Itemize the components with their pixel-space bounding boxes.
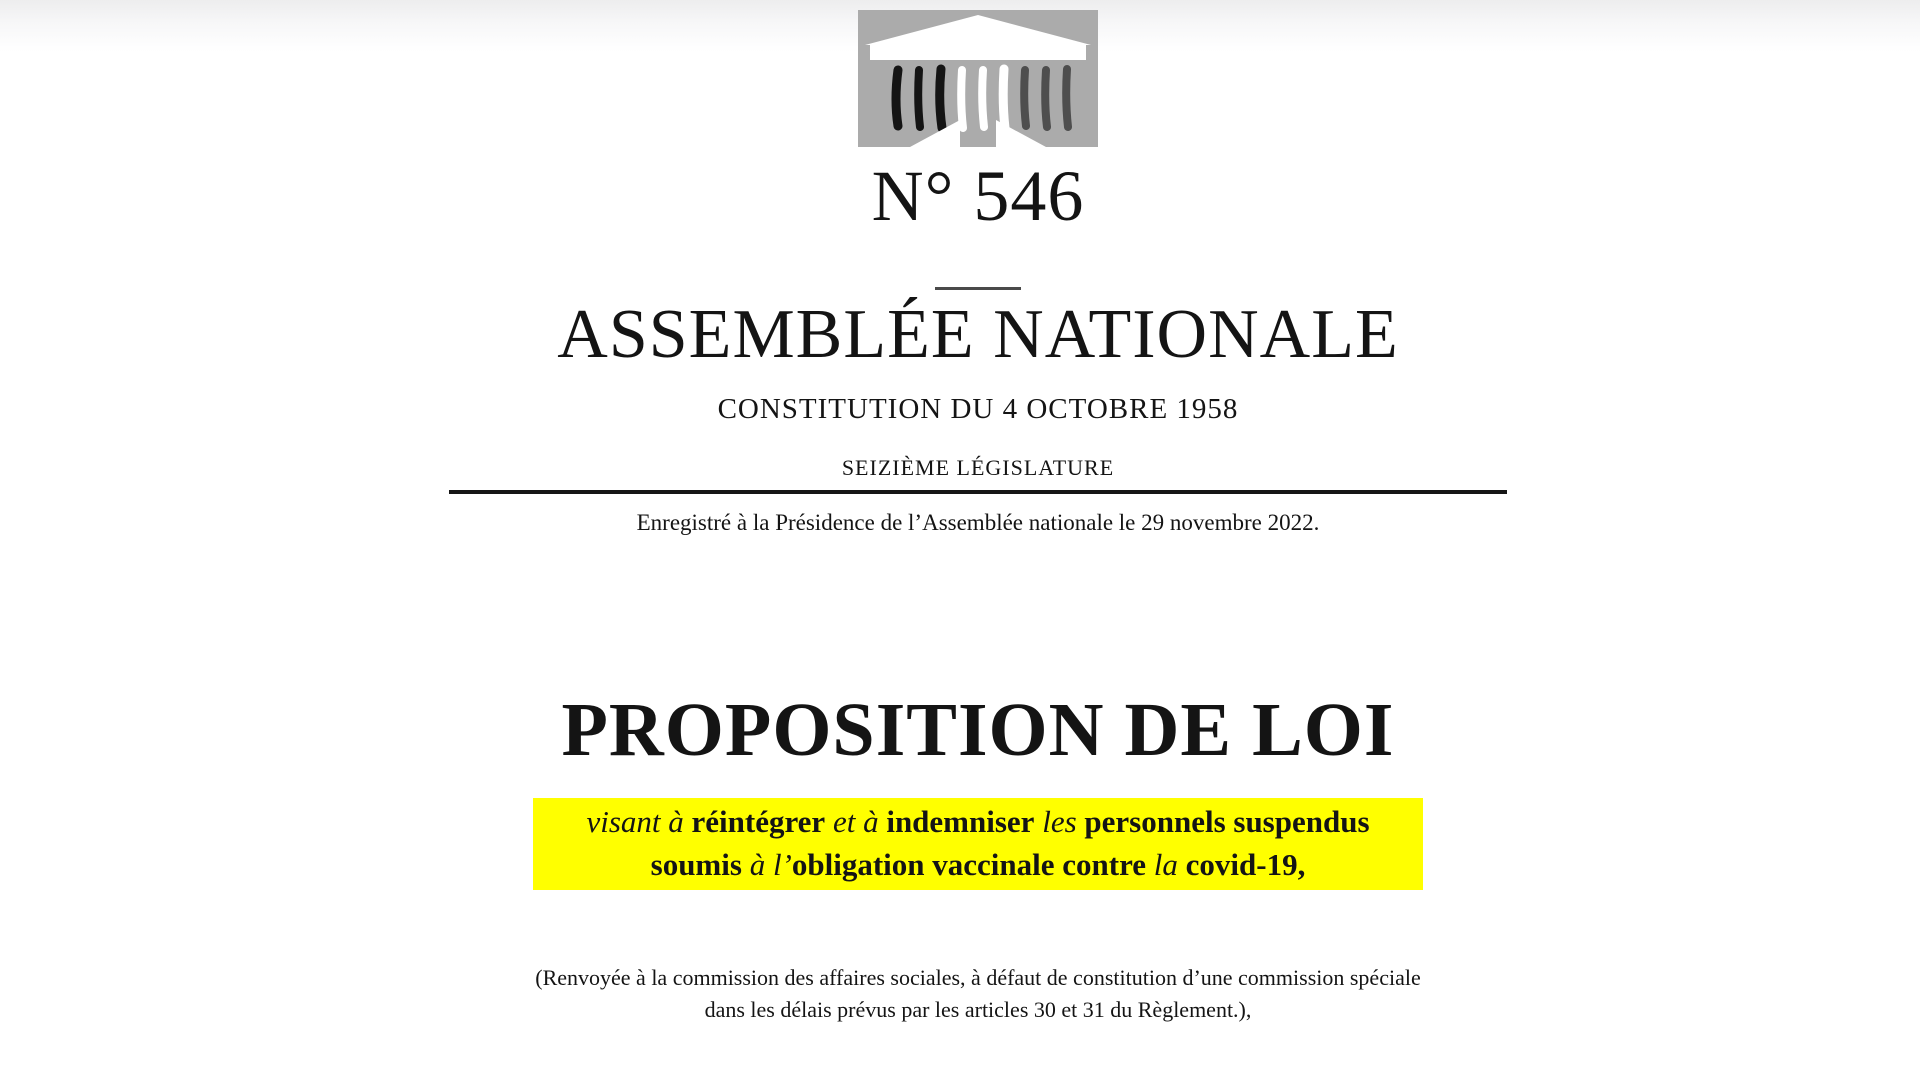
document-content <box>448 0 1508 1080</box>
subtitle-segment: personnels suspendus <box>1084 804 1370 839</box>
subtitle-segment: et à <box>825 804 887 839</box>
legislature-line: SEIZIÈME LÉGISLATURE <box>841 455 1115 480</box>
subtitle-segment: les <box>1034 804 1085 839</box>
separator-dash <box>935 287 1021 290</box>
subtitle-segment: la <box>1153 847 1186 882</box>
header-rule <box>449 490 1507 494</box>
institution-title: ASSEMBLÉE NATIONALE <box>557 296 1399 373</box>
referral-note <box>448 962 1508 1026</box>
logo-columns <box>896 69 1068 128</box>
subtitle-segment: soumis <box>650 847 750 882</box>
document-number: N° 546 <box>871 156 1085 236</box>
logo-container <box>448 10 1508 147</box>
subtitle-segment: visant à <box>586 804 692 839</box>
subtitle-segment: réintégrer <box>691 804 826 839</box>
subtitle-segment: à l’ <box>749 847 792 882</box>
subtitle-line-2 <box>533 843 1423 886</box>
constitution-line: CONSTITUTION DU 4 OCTOBRE 1958 <box>717 393 1239 425</box>
law-subtitle-highlight <box>533 798 1423 890</box>
assemblee-nationale-logo-icon <box>858 10 1098 147</box>
registration-line: Enregistré à la Présidence de l’Assemblée nationale le 29 novembre 2022. <box>636 510 1320 535</box>
subtitle-segment: indemniser <box>886 804 1035 839</box>
subtitle-line-1 <box>533 800 1423 843</box>
logo-entablature <box>870 45 1086 60</box>
referral-line-1: (Renvoyée à la commission des affaires sociales, à défaut de constitution d’une commission spéciale <box>535 965 1421 990</box>
subtitle-segment: obligation vaccinale contre <box>791 847 1154 882</box>
law-title: PROPOSITION DE LOI <box>561 688 1395 772</box>
referral-line-2: dans les délais prévus par les articles 30 et 31 du Règlement.), <box>704 997 1252 1022</box>
subtitle-segment: covid-19, <box>1185 847 1306 882</box>
